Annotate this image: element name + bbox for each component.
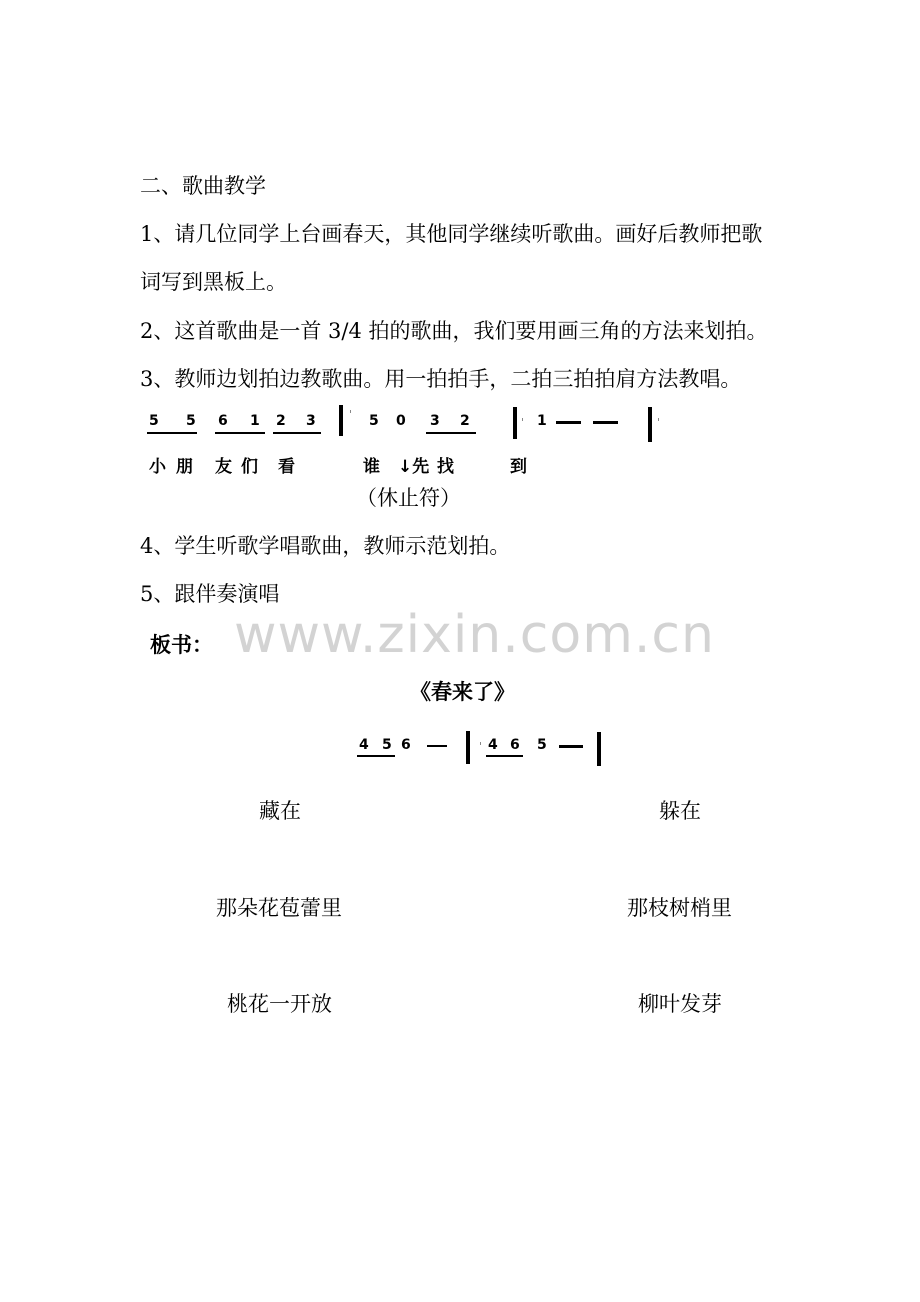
bar-line [648,407,652,442]
tick-mark [522,418,523,421]
lyric: 到 [510,457,527,477]
beam [426,432,476,434]
dash [427,745,447,747]
bar-line [597,732,601,766]
item-2: 2、这首歌曲是一首 3/4 拍的歌曲，我们要用画三角的方法来划拍。 [140,319,768,343]
lyric: 看 [278,457,295,477]
dash [556,421,581,424]
lyric: 小 [149,457,166,477]
note: 3 [430,413,440,429]
section-title: 二、歌曲教学 [140,174,266,198]
note: 1 [537,413,547,429]
tick-mark [350,410,351,413]
note: 2 [276,413,286,429]
bar-line [466,731,470,764]
bar-line [513,407,517,439]
note: 6 [218,413,228,429]
note: 2 [460,413,470,429]
note: 4 [488,737,498,753]
note: 5 [186,413,196,429]
board-right-1: 躲在 [659,799,701,823]
item-1-line-2: 词写到黑板上。 [140,270,287,294]
dash [593,421,618,424]
bar-line [339,405,343,436]
watermark: www.zixin.com.cn [234,605,715,665]
item-5: 5、跟伴奏演唱 [140,582,280,606]
lyric: 谁 [363,457,380,477]
rest-note: （休止符） [356,486,461,510]
item-3: 3、教师边划拍边教歌曲。用一拍拍手，二拍三拍拍肩方法教唱。 [140,367,742,391]
board-right-2: 那枝树梢里 [627,896,732,920]
item-4: 4、学生听歌学唱歌曲，教师示范划拍。 [140,534,511,558]
note: 6 [401,737,411,753]
tick-mark [480,742,481,745]
lyric: 们 [241,457,258,477]
note: 3 [306,413,316,429]
board-left-2: 那朵花苞蕾里 [216,896,342,920]
lyric: ↓先 [398,457,430,477]
note: 1 [250,413,260,429]
beam [215,432,265,434]
item-1-line-1: 1、请几位同学上台画春天，其他同学继续听歌曲。画好后教师把歌 [140,222,763,246]
tick-mark [658,418,659,421]
dash [559,745,583,748]
board-label: 板书： [150,633,213,657]
note: 5 [537,737,547,753]
board-left-1: 藏在 [259,799,301,823]
beam [147,432,197,434]
lyric: 友 [215,457,232,477]
lyric: 朋 [176,457,193,477]
note: 5 [369,413,379,429]
lyric: 找 [437,457,454,477]
note: 0 [396,413,406,429]
beam [357,755,395,757]
note: 4 [359,737,369,753]
beam [486,755,523,757]
board-right-3: 柳叶发芽 [638,992,722,1016]
note: 5 [149,413,159,429]
song-title: 《春来了》 [410,680,515,704]
board-left-3: 桃花一开放 [227,992,332,1016]
note: 5 [382,737,392,753]
note: 6 [510,737,520,753]
beam [273,432,321,434]
